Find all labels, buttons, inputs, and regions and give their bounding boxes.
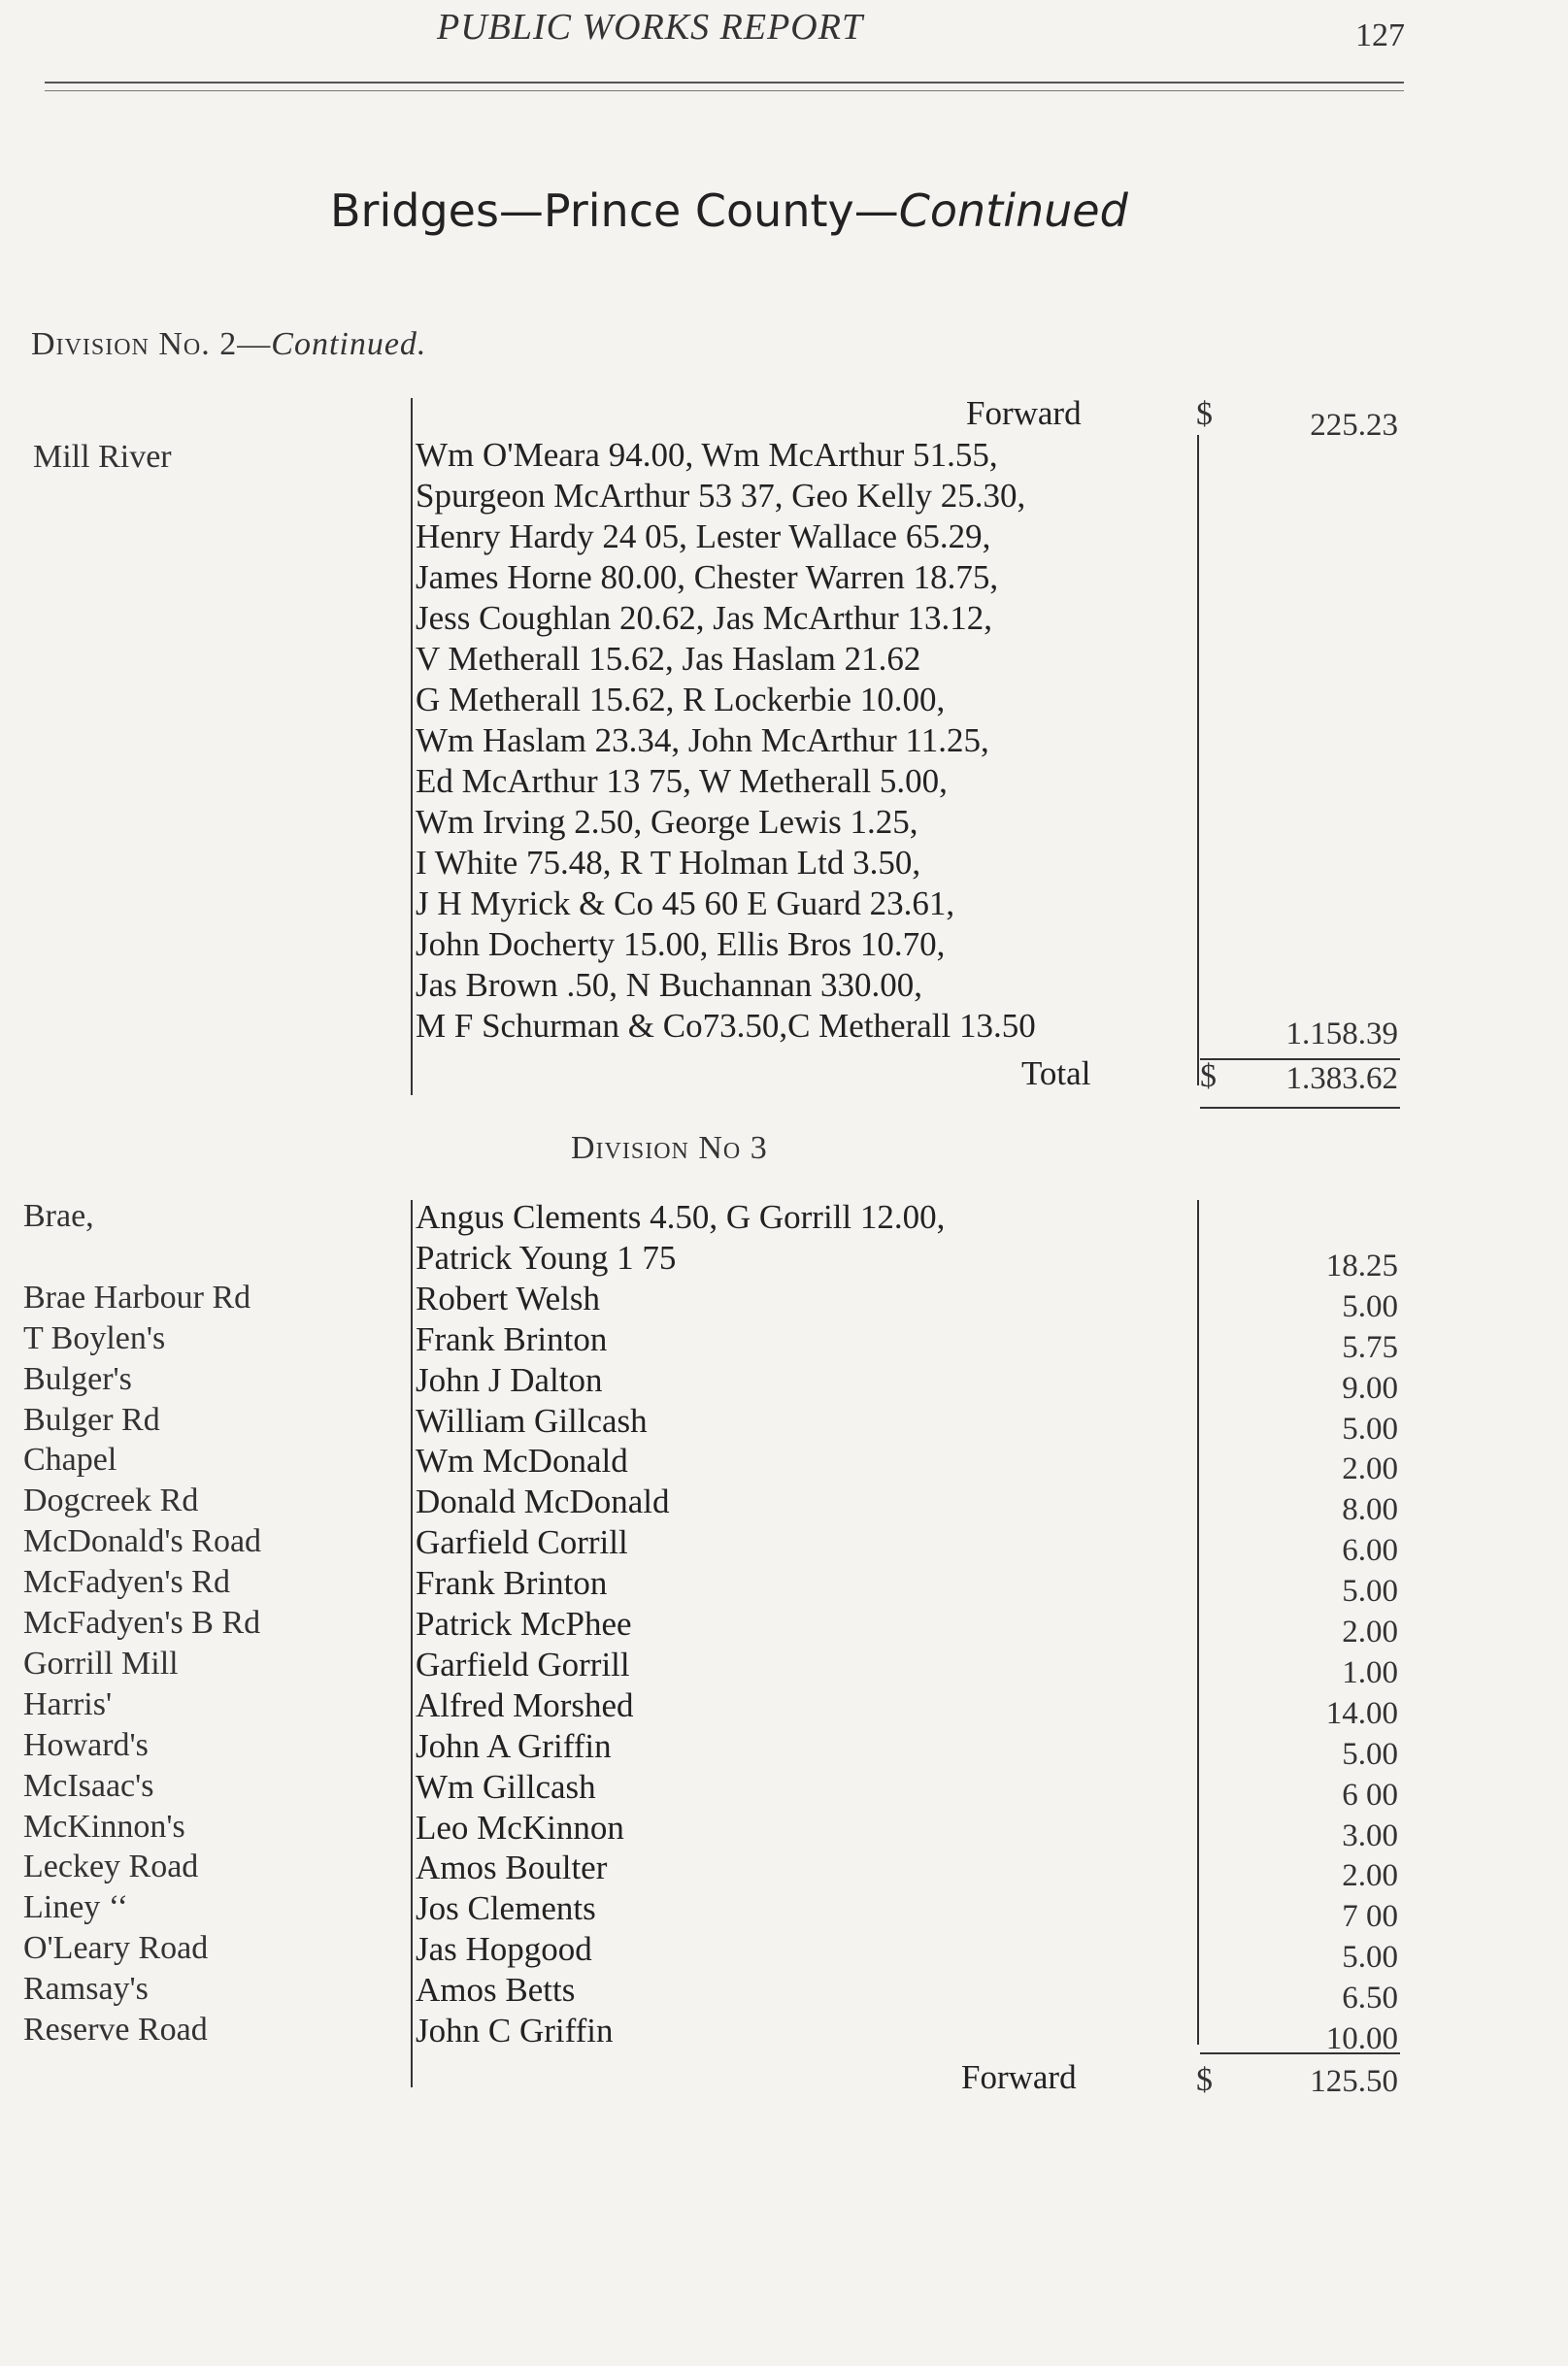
table-row (0, 1605, 1568, 1650)
table-row (0, 1767, 1568, 1813)
row-payee: Alfred Morshed (416, 1685, 634, 1724)
row-location: Dogcreek Rd (23, 1483, 199, 1519)
row-payee: Jos Clements (416, 1889, 596, 1928)
row-location: McFadyen's Rd (23, 1564, 230, 1601)
division-2-payee-line: Wm Irving 2.50, George Lewis 1.25, (416, 803, 918, 841)
division-2-location: Mill River (33, 439, 172, 475)
row-amount: 5.00 (1342, 1411, 1398, 1447)
row-location: Bulger Rd (23, 1401, 160, 1438)
row-amount: 6.50 (1342, 1981, 1398, 2016)
table-row (0, 1523, 1568, 1569)
row-payee: Patrick McPhee (416, 1605, 632, 1643)
row-amount: 2.00 (1342, 1451, 1398, 1487)
row-location: Liney ‘‘ (23, 1889, 128, 1926)
table-row (0, 2012, 1568, 2056)
row-location: McIsaac's (23, 1767, 154, 1804)
row-location: Howard's (23, 1726, 149, 1763)
table-row (0, 1360, 1568, 1406)
division-2-payee-line: Jess Coughlan 20.62, Jas McArthur 13.12, (416, 599, 992, 637)
page-title-continued: Continued (898, 184, 1128, 237)
row-amount: 2.00 (1342, 1858, 1398, 1894)
row-amount: 5.00 (1342, 1288, 1398, 1324)
row-amount: 7 00 (1342, 1899, 1398, 1935)
row-location: Chapel (23, 1442, 117, 1479)
table-row (0, 1930, 1568, 1976)
division-2-payee-block (416, 435, 1036, 1047)
division-2-payee-line: Wm O'Meara 94.00, Wm McArthur 51.55, (416, 436, 998, 474)
row-amount: 2.00 (1342, 1615, 1398, 1650)
row-amount: 6.00 (1342, 1533, 1398, 1569)
row-location: Brae Harbour Rd (23, 1279, 251, 1316)
table-row (0, 1238, 1568, 1283)
division-2-total-dollar: $ (1200, 1058, 1217, 1094)
row-payee: Wm McDonald (416, 1442, 628, 1481)
row-amount: 9.00 (1342, 1370, 1398, 1406)
row-amount: 1.00 (1342, 1654, 1398, 1690)
row-payee: Amos Betts (416, 1971, 576, 2010)
table-row (0, 1442, 1568, 1487)
row-payee: Donald McDonald (416, 1483, 670, 1521)
division-2-forward-amount: 225.23 (1310, 408, 1398, 443)
row-payee: John J Dalton (416, 1360, 603, 1399)
page-number: 127 (1355, 17, 1405, 53)
division-2-total-label: Total (1021, 1054, 1091, 1092)
division-2-left-rule (411, 398, 413, 1095)
row-amount: 5.00 (1342, 1574, 1398, 1610)
row-payee: Wm Gillcash (416, 1767, 596, 1806)
division-2-payee-line: Wm Haslam 23.34, John McArthur 11.25, (416, 721, 989, 759)
row-payee: Angus Clements 4.50, G Gorrill 12.00, (416, 1198, 946, 1236)
header-rule-top (45, 82, 1404, 83)
division-3-heading: Division No 3 (571, 1130, 768, 1166)
row-amount: 5.75 (1342, 1329, 1398, 1365)
division-3-left-rule (411, 1200, 413, 2087)
division-2-payee-line: M F Schurman & Co73.50,C Metherall 13.50 (416, 1007, 1036, 1045)
row-amount: 14.00 (1325, 1695, 1398, 1731)
row-payee: Jas Hopgood (416, 1930, 592, 1969)
division-3-forward-rule (1200, 2052, 1400, 2054)
page-title (330, 184, 1128, 237)
table-row (0, 1685, 1568, 1731)
row-amount: 6 00 (1342, 1777, 1398, 1813)
row-payee: Garfield Gorrill (416, 1645, 630, 1683)
table-row (0, 1319, 1568, 1365)
division-2-payee-line: John Docherty 15.00, Ellis Bros 10.70, (416, 925, 946, 963)
row-location: McFadyen's B Rd (23, 1605, 261, 1641)
row-amount: 8.00 (1342, 1492, 1398, 1528)
division-3-forward-dollar: $ (1196, 2062, 1213, 2098)
row-payee: Frank Brinton (416, 1564, 608, 1603)
row-amount: 5.00 (1342, 1940, 1398, 1976)
division-2-heading-continued: Continued. (271, 326, 427, 362)
row-payee: John A Griffin (416, 1726, 612, 1765)
row-amount: 3.00 (1342, 1817, 1398, 1853)
division-2-payee-line: James Horne 80.00, Chester Warren 18.75, (416, 558, 999, 596)
row-amount: 5.00 (1342, 1736, 1398, 1772)
row-location: T Boylen's (23, 1319, 166, 1356)
division-2-subtotal: 1.158.39 (1285, 1016, 1398, 1051)
division-2-forward-dollar: $ (1196, 396, 1213, 432)
division-2-payee-line: G Metherall 15.62, R Lockerbie 10.00, (416, 681, 946, 718)
division-2-forward-label: Forward (966, 394, 1082, 432)
table-row (0, 1401, 1568, 1447)
row-location: McDonald's Road (23, 1523, 262, 1560)
row-payee: Leo McKinnon (416, 1808, 624, 1847)
header-rule-bottom (45, 90, 1404, 91)
table-row (0, 1849, 1568, 1894)
row-location: O'Leary Road (23, 1930, 209, 1967)
table-row (0, 1198, 1568, 1239)
row-payee: John C Griffin (416, 2012, 614, 2049)
page-title-main: Bridges—Prince County— (330, 184, 899, 237)
row-location: Brae, (23, 1198, 94, 1234)
division-2-payee-line: J H Myrick & Co 45 60 E Guard 23.61, (416, 884, 955, 922)
row-payee: Amos Boulter (416, 1849, 608, 1887)
division-3-forward-amount: 125.50 (1310, 2064, 1398, 2099)
row-location: Reserve Road (23, 2012, 208, 2048)
row-payee: Robert Welsh (416, 1279, 600, 1317)
table-row (0, 1971, 1568, 2016)
division-3-right-rule (1197, 1200, 1199, 2045)
row-payee: Garfield Corrill (416, 1523, 628, 1562)
division-2-payee-line: Ed McArthur 13 75, W Metherall 5.00, (416, 762, 948, 800)
row-location: Gorrill Mill (23, 1645, 179, 1682)
row-payee: Patrick Young 1 75 (416, 1238, 677, 1277)
running-head: PUBLIC WORKS REPORT (437, 7, 864, 48)
division-2-subtotal-rule (1200, 1058, 1400, 1060)
table-row (0, 1483, 1568, 1528)
division-2-payee-line: Spurgeon McArthur 53 37, Geo Kelly 25.30, (416, 477, 1026, 515)
row-amount: 10.00 (1325, 2021, 1398, 2056)
row-amount: 18.25 (1325, 1248, 1398, 1283)
table-row (0, 1279, 1568, 1324)
row-payee: William Gillcash (416, 1401, 648, 1440)
table-row (0, 1889, 1568, 1935)
division-2-heading-text: Division No. 2— (31, 326, 272, 362)
row-location: Harris' (23, 1685, 113, 1722)
division-3-forward-label: Forward (961, 2058, 1077, 2096)
division-2-heading (31, 326, 426, 363)
row-location: Ramsay's (23, 1971, 149, 2008)
division-2-payee-line: Henry Hardy 24 05, Lester Wallace 65.29, (416, 517, 991, 555)
division-2-total-rule (1200, 1107, 1400, 1109)
division-2-total-amount: 1.383.62 (1285, 1061, 1398, 1096)
division-2-payee-line: V Metherall 15.62, Jas Haslam 21.62 (416, 640, 921, 678)
table-row (0, 1645, 1568, 1690)
division-2-payee-line: I White 75.48, R T Holman Ltd 3.50, (416, 844, 921, 882)
table-row (0, 1808, 1568, 1853)
row-location: Leckey Road (23, 1849, 199, 1885)
row-location: McKinnon's (23, 1808, 185, 1845)
row-payee: Frank Brinton (416, 1319, 608, 1358)
division-2-payee-line: Jas Brown .50, N Buchannan 330.00, (416, 966, 923, 1004)
table-row (0, 1564, 1568, 1610)
division-2-right-rule (1197, 435, 1199, 1085)
row-location: Bulger's (23, 1360, 132, 1397)
table-row (0, 1726, 1568, 1772)
